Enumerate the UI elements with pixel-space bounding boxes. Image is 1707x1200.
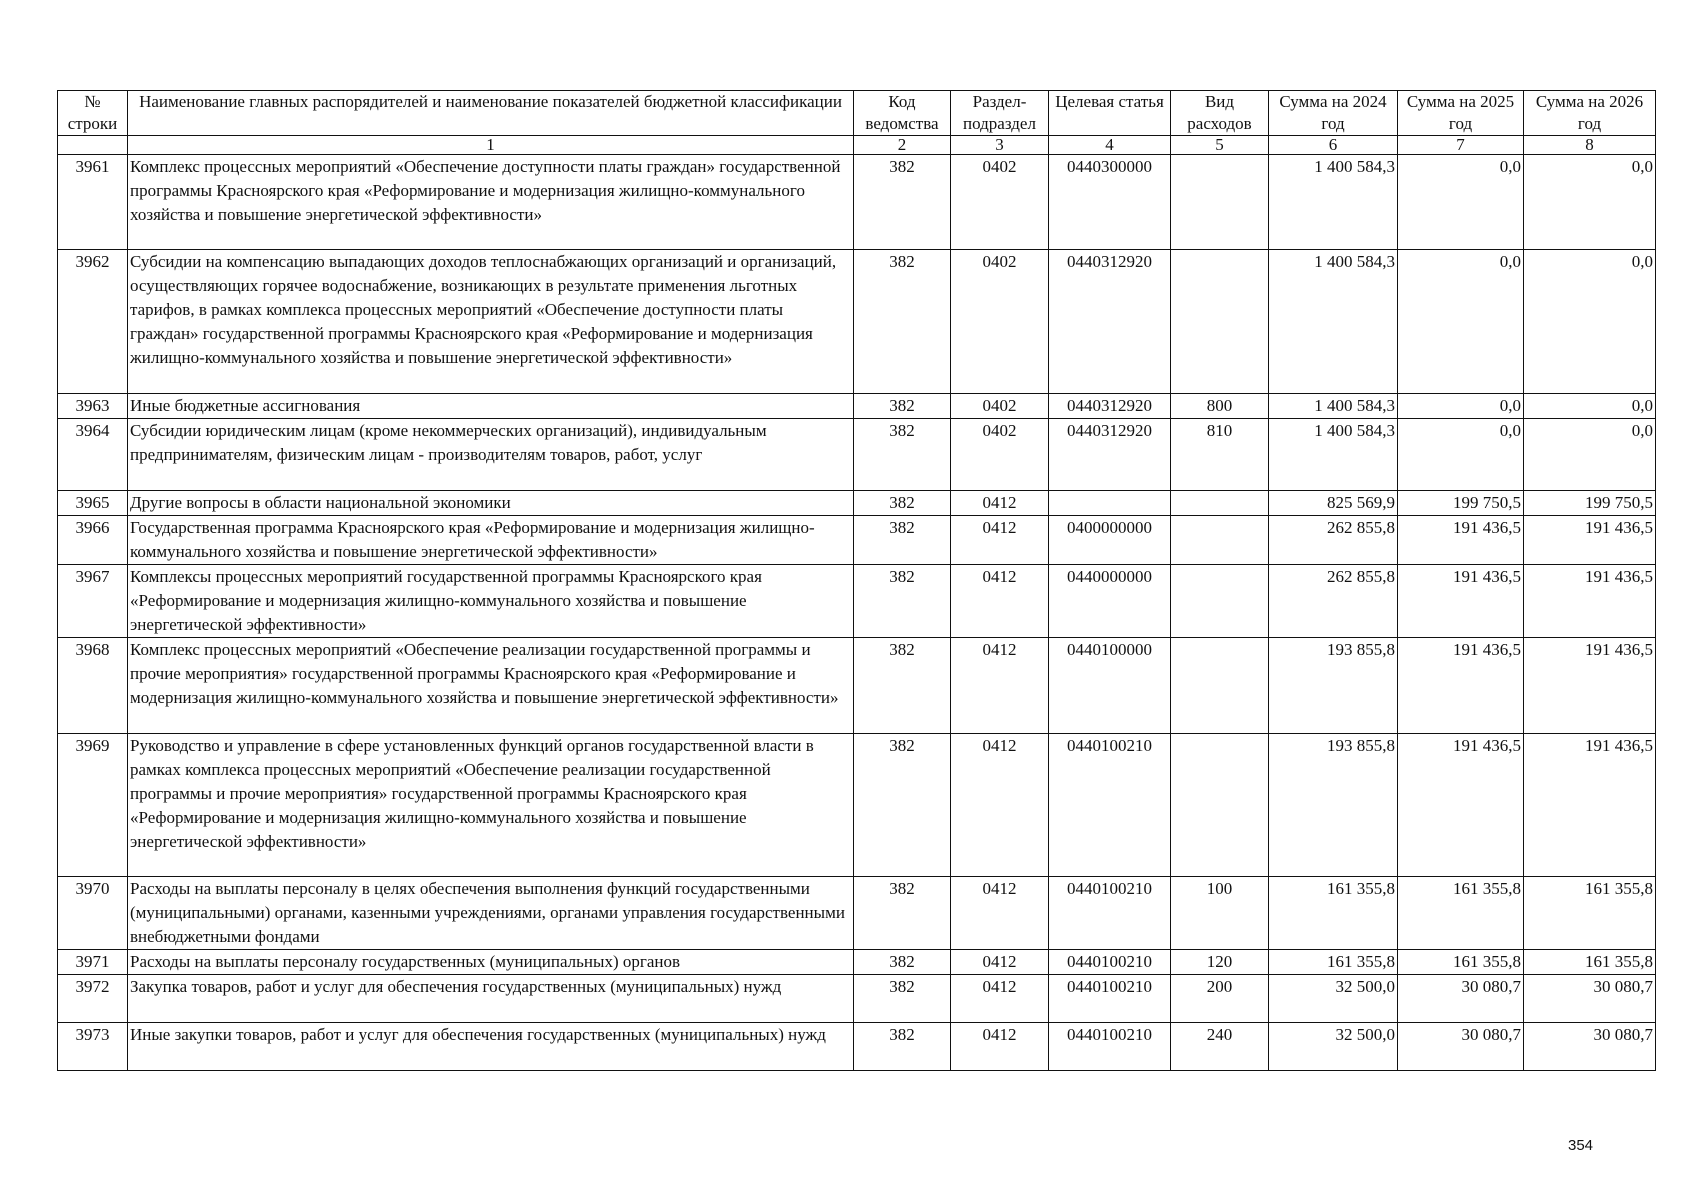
row-vr: 800	[1171, 394, 1269, 419]
row-cs: 0440000000	[1049, 565, 1171, 638]
row-cs: 0440312920	[1049, 394, 1171, 419]
row-name: Субсидии юридическим лицам (кроме некоммерческих организаций), индивидуальным предпринимателям, физическим лицам - производителям товаров, работ, услуг	[128, 419, 854, 491]
header-name: Наименование главных распорядителей и наименование показателей бюджетной классификации	[128, 91, 854, 136]
row-s2025: 30 080,7	[1398, 1023, 1524, 1071]
row-vr: 240	[1171, 1023, 1269, 1071]
row-vr	[1171, 565, 1269, 638]
budget-table	[57, 90, 1656, 1071]
row-name: Комплексы процессных мероприятий государственной программы Красноярского края «Реформирование и модернизация жилищно-коммунального хозяйства и повышение энергетической эффективности»	[128, 565, 854, 638]
row-s2025: 199 750,5	[1398, 491, 1524, 516]
row-cs: 0440312920	[1049, 250, 1171, 394]
row-ved: 382	[854, 491, 951, 516]
table-row	[58, 734, 1656, 877]
row-s2026: 30 080,7	[1524, 1023, 1656, 1071]
colnum-4: 4	[1049, 136, 1171, 155]
row-ved: 382	[854, 394, 951, 419]
row-s2026: 30 080,7	[1524, 975, 1656, 1023]
colnum-0	[58, 136, 128, 155]
row-name: Расходы на выплаты персоналу в целях обеспечения выполнения функций государственными (муниципальными) органами, казенными учреждениями, органами управления государственными внебюджетными фондами	[128, 877, 854, 950]
row-razdel: 0412	[951, 1023, 1049, 1071]
table-row	[58, 975, 1656, 1023]
table-row	[58, 638, 1656, 734]
row-ved: 382	[854, 516, 951, 565]
row-s2025: 161 355,8	[1398, 950, 1524, 975]
row-s2026: 191 436,5	[1524, 734, 1656, 877]
row-razdel: 0412	[951, 565, 1049, 638]
row-cs: 0400000000	[1049, 516, 1171, 565]
header-s2025: Сумма на 2025 год	[1398, 91, 1524, 136]
row-vr	[1171, 638, 1269, 734]
header-vr: Вид расходов	[1171, 91, 1269, 136]
row-razdel: 0402	[951, 155, 1049, 250]
table-row	[58, 394, 1656, 419]
row-cs: 0440312920	[1049, 419, 1171, 491]
row-ved: 382	[854, 1023, 951, 1071]
row-vr: 100	[1171, 877, 1269, 950]
header-s2024: Сумма на 2024 год	[1269, 91, 1398, 136]
row-s2025: 191 436,5	[1398, 734, 1524, 877]
row-s2026: 0,0	[1524, 419, 1656, 491]
colnum-8: 8	[1524, 136, 1656, 155]
row-s2025: 0,0	[1398, 394, 1524, 419]
row-s2024: 825 569,9	[1269, 491, 1398, 516]
row-vr	[1171, 155, 1269, 250]
row-s2024: 1 400 584,3	[1269, 419, 1398, 491]
row-cs: 0440100210	[1049, 734, 1171, 877]
header-razdel: Раздел-подраздел	[951, 91, 1049, 136]
row-s2024: 1 400 584,3	[1269, 250, 1398, 394]
row-vr: 810	[1171, 419, 1269, 491]
row-name: Комплекс процессных мероприятий «Обеспечение реализации государственной программы и прочие мероприятия» государственной программы Красноярского края «Реформирование и модернизация жилищно-коммунального хозяйства и повышение энергетической эффективности»	[128, 638, 854, 734]
row-number: 3973	[58, 1023, 128, 1071]
row-razdel: 0402	[951, 250, 1049, 394]
row-number: 3970	[58, 877, 128, 950]
table-row	[58, 565, 1656, 638]
colnum-3: 3	[951, 136, 1049, 155]
row-s2025: 191 436,5	[1398, 638, 1524, 734]
row-razdel: 0412	[951, 975, 1049, 1023]
row-name: Иные бюджетные ассигнования	[128, 394, 854, 419]
row-razdel: 0402	[951, 419, 1049, 491]
row-s2025: 0,0	[1398, 250, 1524, 394]
row-ved: 382	[854, 734, 951, 877]
row-s2025: 191 436,5	[1398, 565, 1524, 638]
row-s2024: 161 355,8	[1269, 950, 1398, 975]
row-cs: 0440100210	[1049, 975, 1171, 1023]
row-cs: 0440100000	[1049, 638, 1171, 734]
row-number: 3967	[58, 565, 128, 638]
row-s2026: 0,0	[1524, 155, 1656, 250]
column-number-row	[58, 136, 1656, 155]
row-name: Субсидии на компенсацию выпадающих доходов теплоснабжающих организаций и организаций, осуществляющих горячее водоснабжение, возникающих в результате применения льготных тарифов, в рамках комплекса процессных мероприятий «Обеспечение доступности платы граждан» государственной программы Красноярского края «Реформирование и модернизация жилищно-коммунального хозяйства и повышение энергетической эффективности»	[128, 250, 854, 394]
row-s2025: 161 355,8	[1398, 877, 1524, 950]
header-ved: Код ведомства	[854, 91, 951, 136]
row-s2026: 191 436,5	[1524, 516, 1656, 565]
row-vr: 120	[1171, 950, 1269, 975]
row-ved: 382	[854, 638, 951, 734]
header-cs: Целевая статья	[1049, 91, 1171, 136]
row-razdel: 0412	[951, 516, 1049, 565]
row-ved: 382	[854, 419, 951, 491]
row-ved: 382	[854, 950, 951, 975]
row-number: 3972	[58, 975, 128, 1023]
row-number: 3961	[58, 155, 128, 250]
row-vr: 200	[1171, 975, 1269, 1023]
row-cs	[1049, 491, 1171, 516]
table-row	[58, 516, 1656, 565]
row-s2025: 0,0	[1398, 155, 1524, 250]
row-razdel: 0402	[951, 394, 1049, 419]
row-number: 3965	[58, 491, 128, 516]
colnum-1: 1	[128, 136, 854, 155]
row-s2026: 161 355,8	[1524, 950, 1656, 975]
row-s2026: 161 355,8	[1524, 877, 1656, 950]
table-row	[58, 250, 1656, 394]
colnum-7: 7	[1398, 136, 1524, 155]
row-cs: 0440100210	[1049, 877, 1171, 950]
page-number: 354	[1568, 1137, 1594, 1154]
row-name: Государственная программа Красноярского края «Реформирование и модернизация жилищно-коммунального хозяйства и повышение энергетической эффективности»	[128, 516, 854, 565]
row-s2024: 161 355,8	[1269, 877, 1398, 950]
row-s2025: 30 080,7	[1398, 975, 1524, 1023]
row-name: Иные закупки товаров, работ и услуг для обеспечения государственных (муниципальных) нужд	[128, 1023, 854, 1071]
row-ved: 382	[854, 877, 951, 950]
row-s2024: 1 400 584,3	[1269, 155, 1398, 250]
row-s2025: 0,0	[1398, 419, 1524, 491]
colnum-5: 5	[1171, 136, 1269, 155]
row-vr	[1171, 491, 1269, 516]
row-name: Расходы на выплаты персоналу государственных (муниципальных) органов	[128, 950, 854, 975]
row-vr	[1171, 250, 1269, 394]
header-num: № строки	[58, 91, 128, 136]
row-s2024: 193 855,8	[1269, 734, 1398, 877]
row-s2026: 191 436,5	[1524, 638, 1656, 734]
header-row	[58, 91, 1656, 136]
row-s2024: 193 855,8	[1269, 638, 1398, 734]
row-s2026: 0,0	[1524, 394, 1656, 419]
row-cs: 0440300000	[1049, 155, 1171, 250]
colnum-2: 2	[854, 136, 951, 155]
row-vr	[1171, 734, 1269, 877]
row-number: 3971	[58, 950, 128, 975]
row-ved: 382	[854, 565, 951, 638]
row-s2024: 32 500,0	[1269, 975, 1398, 1023]
row-cs: 0440100210	[1049, 1023, 1171, 1071]
row-name: Руководство и управление в сфере установленных функций органов государственной власти в рамках комплекса процессных мероприятий «Обеспечение реализации государственной программы и прочие мероприятия» государственной программы Красноярского края «Реформирование и модернизация жилищно-коммунального хозяйства и повышение энергетической эффективности»	[128, 734, 854, 877]
table-row	[58, 950, 1656, 975]
colnum-6: 6	[1269, 136, 1398, 155]
row-razdel: 0412	[951, 950, 1049, 975]
table-row	[58, 1023, 1656, 1071]
row-number: 3963	[58, 394, 128, 419]
row-razdel: 0412	[951, 734, 1049, 877]
row-cs: 0440100210	[1049, 950, 1171, 975]
row-s2024: 262 855,8	[1269, 516, 1398, 565]
row-number: 3966	[58, 516, 128, 565]
row-vr	[1171, 516, 1269, 565]
row-number: 3968	[58, 638, 128, 734]
row-s2024: 32 500,0	[1269, 1023, 1398, 1071]
table-row	[58, 877, 1656, 950]
row-number: 3969	[58, 734, 128, 877]
header-s2026: Сумма на 2026 год	[1524, 91, 1656, 136]
row-s2025: 191 436,5	[1398, 516, 1524, 565]
row-ved: 382	[854, 155, 951, 250]
row-ved: 382	[854, 975, 951, 1023]
table-row	[58, 155, 1656, 250]
row-name: Другие вопросы в области национальной экономики	[128, 491, 854, 516]
table-row	[58, 419, 1656, 491]
row-razdel: 0412	[951, 638, 1049, 734]
row-ved: 382	[854, 250, 951, 394]
row-number: 3962	[58, 250, 128, 394]
row-razdel: 0412	[951, 877, 1049, 950]
row-name: Комплекс процессных мероприятий «Обеспечение доступности платы граждан» государственной программы Красноярского края «Реформирование и модернизация жилищно-коммунального хозяйства и повышение энергетической эффективности»	[128, 155, 854, 250]
row-s2026: 191 436,5	[1524, 565, 1656, 638]
row-s2024: 1 400 584,3	[1269, 394, 1398, 419]
row-razdel: 0412	[951, 491, 1049, 516]
row-s2026: 0,0	[1524, 250, 1656, 394]
row-s2024: 262 855,8	[1269, 565, 1398, 638]
row-s2026: 199 750,5	[1524, 491, 1656, 516]
table-row	[58, 491, 1656, 516]
row-name: Закупка товаров, работ и услуг для обеспечения государственных (муниципальных) нужд	[128, 975, 854, 1023]
row-number: 3964	[58, 419, 128, 491]
